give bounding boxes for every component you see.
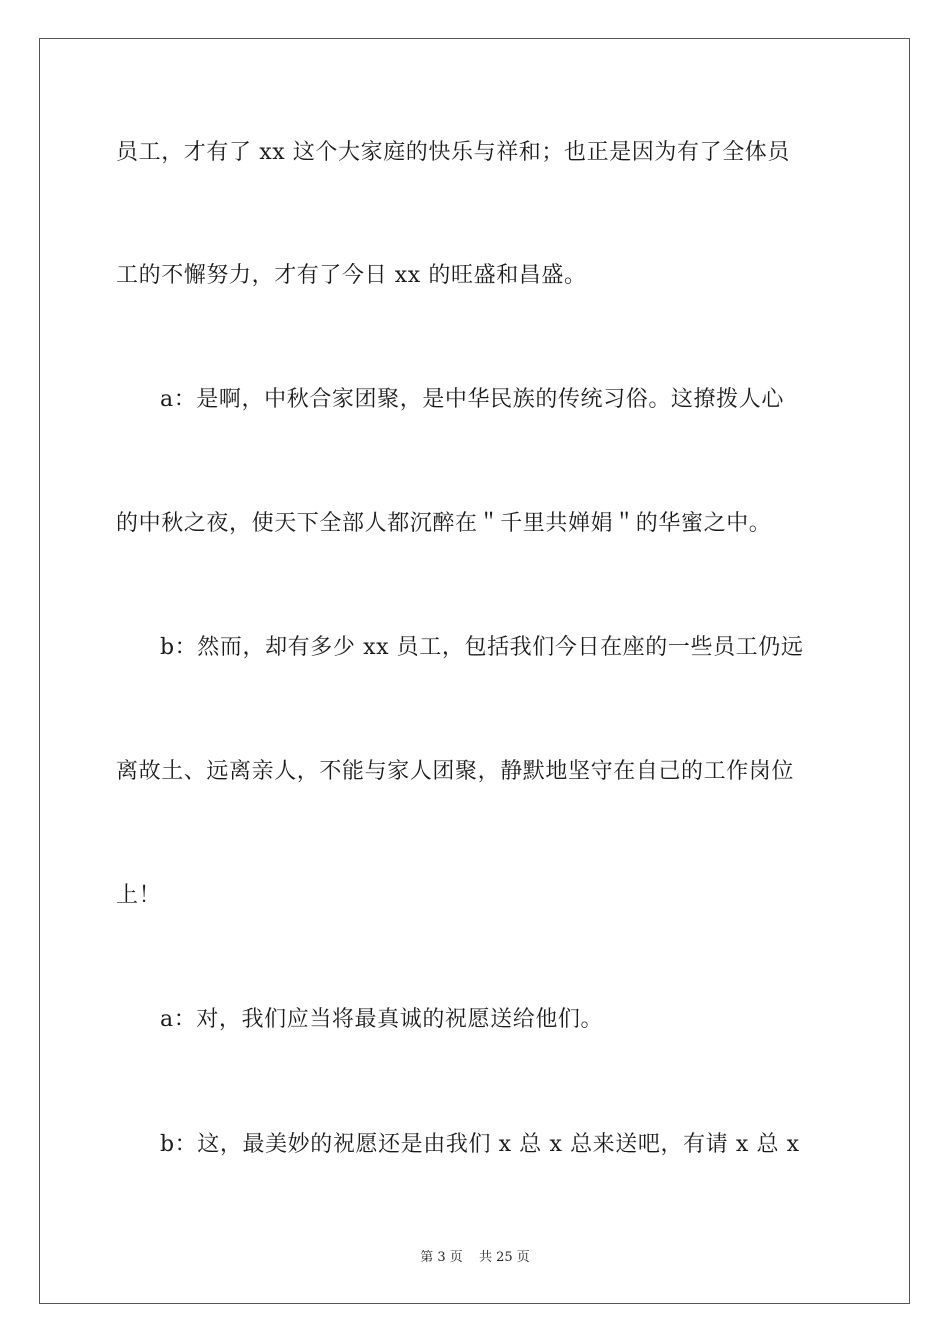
text-line-6: 离故土、远离亲人，不能与家人团聚，静默地坚守在自己的工作岗位 xyxy=(116,759,795,784)
text-line-3: a：是啊，中秋合家团聚，是中华民族的传统习俗。这撩拨人心 xyxy=(160,387,784,412)
page-total: 共 25 页 xyxy=(478,1250,530,1265)
text-line-7: 上！ xyxy=(116,883,162,908)
text-line-4: 的中秋之夜，使天下全部人都沉醉在＂千里共婵娟＂的华蜜之中。 xyxy=(116,511,772,536)
text-line-9: b：这，最美妙的祝愿还是由我们 x 总 x 总来送吧，有请 x 总 x xyxy=(160,1132,800,1157)
text-line-5: b：然而，却有多少 xx 员工，包括我们今日在座的一些员工仍远 xyxy=(160,635,804,660)
text-line-1: 员工，才有了 xx 这个大家庭的快乐与祥和；也正是因为有了全体员 xyxy=(116,140,791,165)
text-line-2: 工的不懈努力，才有了今日 xx 的旺盛和昌盛。 xyxy=(116,263,587,288)
text-line-8: a：对，我们应当将最真诚的祝愿送给他们。 xyxy=(160,1007,604,1032)
page-number: 第 3 页 xyxy=(420,1250,463,1265)
page-frame xyxy=(39,38,910,1304)
page-footer xyxy=(0,1246,950,1265)
